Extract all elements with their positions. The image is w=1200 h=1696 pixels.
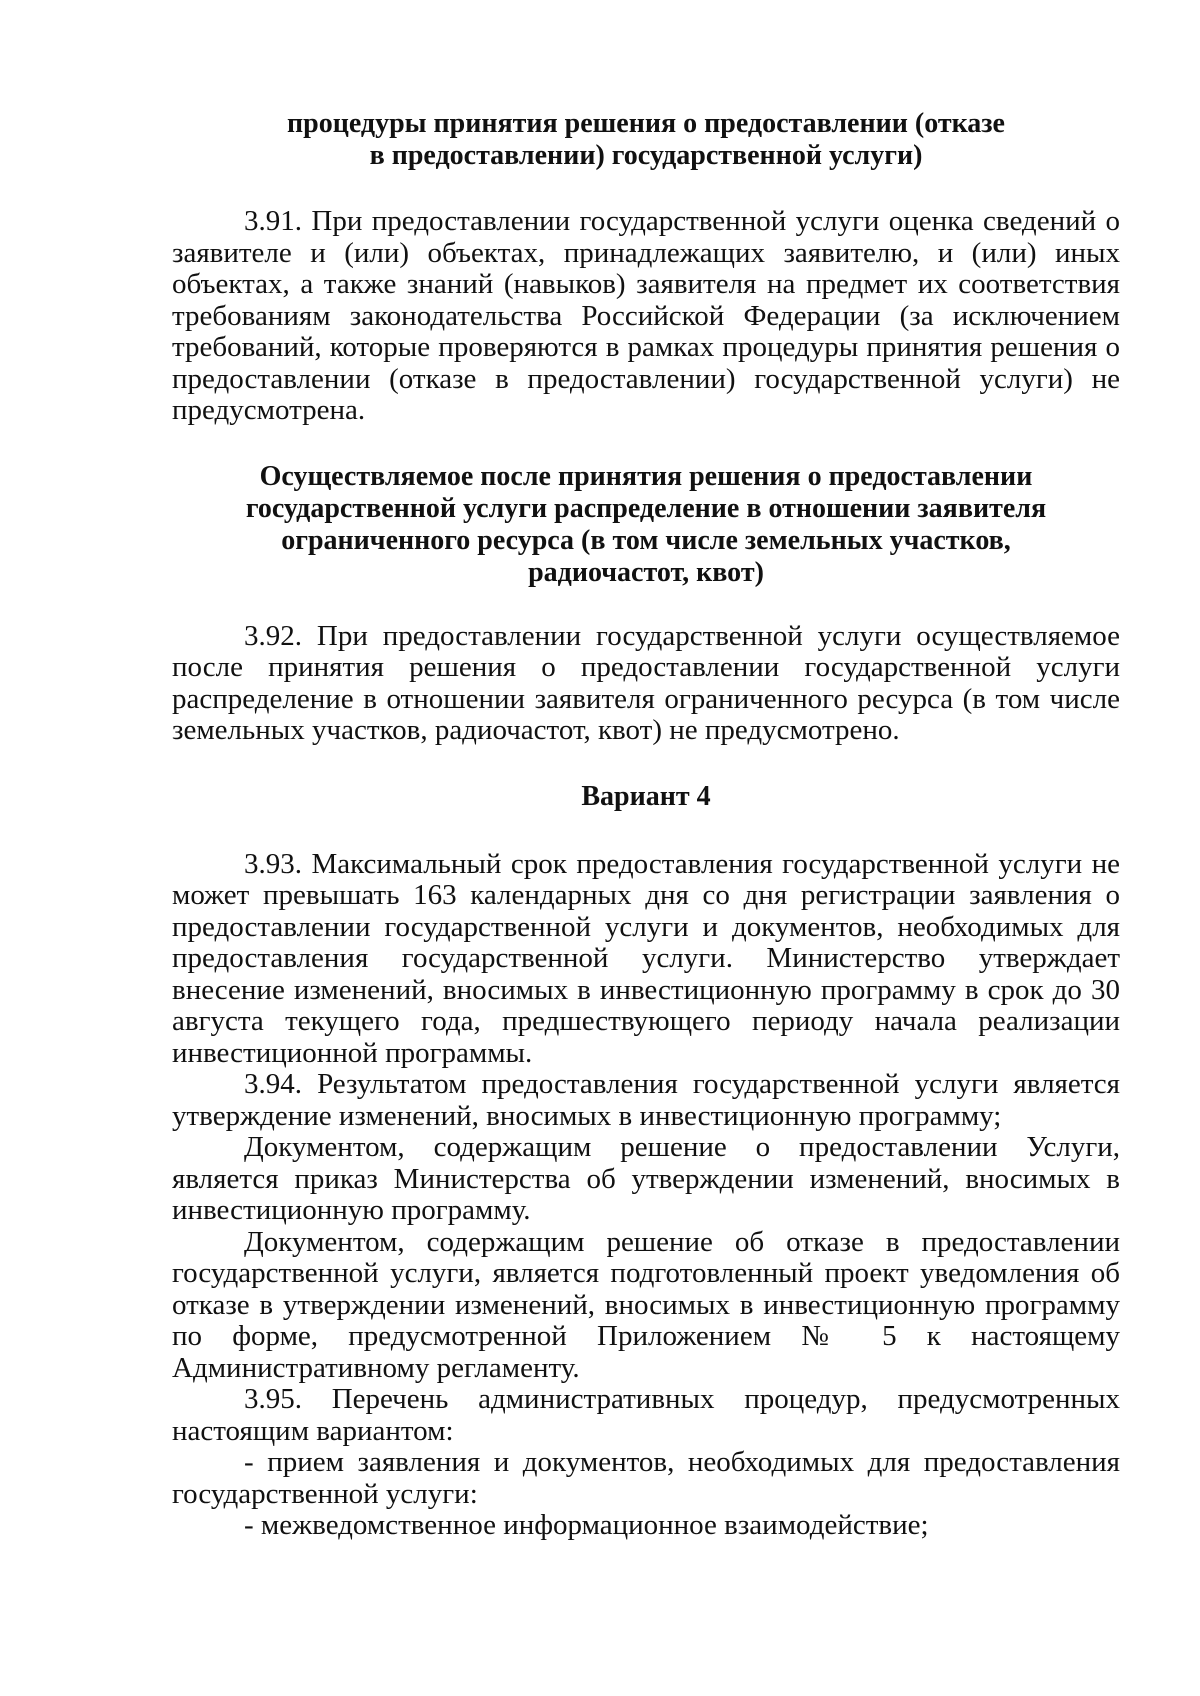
list-item: - межведомственное информационное взаимодействие; [244,1509,929,1541]
list-item: - прием заявления и документов, необходимых для предоставления государственной услуги: [172,1446,1120,1510]
heading-line: в предоставлении) государственной услуги) [369,140,923,171]
heading-line: процедуры принятия решения о предоставлении (отказе [287,108,1005,139]
paragraph-3-91: 3.91. При предоставлении государственной услуги оценка сведений о заявителе и (или) объектах, принадлежащих заявителю, и (или) иных объектах, а также знаний (навыков) заявителя на предмет их соответствия требованиям законодательства Российской Федерации (за исключением требований, которые проверяются в рамках процедуры принятия решения о предоставлении (отказе в предоставлении) государственной услуги) не предусмотрена. [172,205,1120,426]
paragraph-refusal-document: Документом, содержащим решение об отказе в предоставлении государственной услуги, является подготовленный проект уведомления об отказе в утверждении изменений, вносимых в инвестиционную программу по форме, предусмотренной Приложением № 5 к настоящему Административному регламенту. [172,1225,1120,1384]
heading-line: государственной услуги распределение в отношении заявителя [245,492,1047,524]
document-page [172,108,1120,1542]
heading-line: Осуществляемое после принятия решения о предоставлении [259,460,1033,492]
paragraph-3-93: 3.93. Максимальный срок предоставления государственной услуги не может превышать 163 календарных дня со дня регистрации заявления о предоставлении государственной услуги и документов, необходимых для предоставления государственной услуги. Министерство утверждает внесение изменений, вносимых в инвестиционную программу в срок до 30 августа текущего года, предшествующего периоду начала реализации инвестиционной программы. [172,847,1120,1069]
heading-line: ограниченного ресурса (в том числе земельных участков, [281,524,1011,556]
section-heading-variant-4: Вариант 4 [581,780,711,812]
paragraph-3-92: 3.92. При предоставлении государственной услуги осуществляемое после принятия решения о предоставлении государственной услуги распределение в отношении заявителя ограниченного ресурса (в том числе земельных участков, радиочастот, квот) не предусмотрено. [172,619,1120,746]
heading-line: радиочастот, квот) [528,556,764,588]
section-heading-resource-distribution [172,461,1120,589]
paragraph-3-94: 3.94. Результатом предоставления государственной услуги является утверждение изменений, вносимых в инвестиционную программу; [172,1068,1120,1132]
paragraph-grant-document: Документом, содержащим решение о предоставлении Услуги, является приказ Министерства об утверждении изменений, вносимых в инвестиционную программу. [172,1131,1120,1226]
section-heading-procedures [172,108,1120,172]
paragraph-3-95: 3.95. Перечень административных процедур, предусмотренных настоящим вариантом: [172,1383,1120,1447]
